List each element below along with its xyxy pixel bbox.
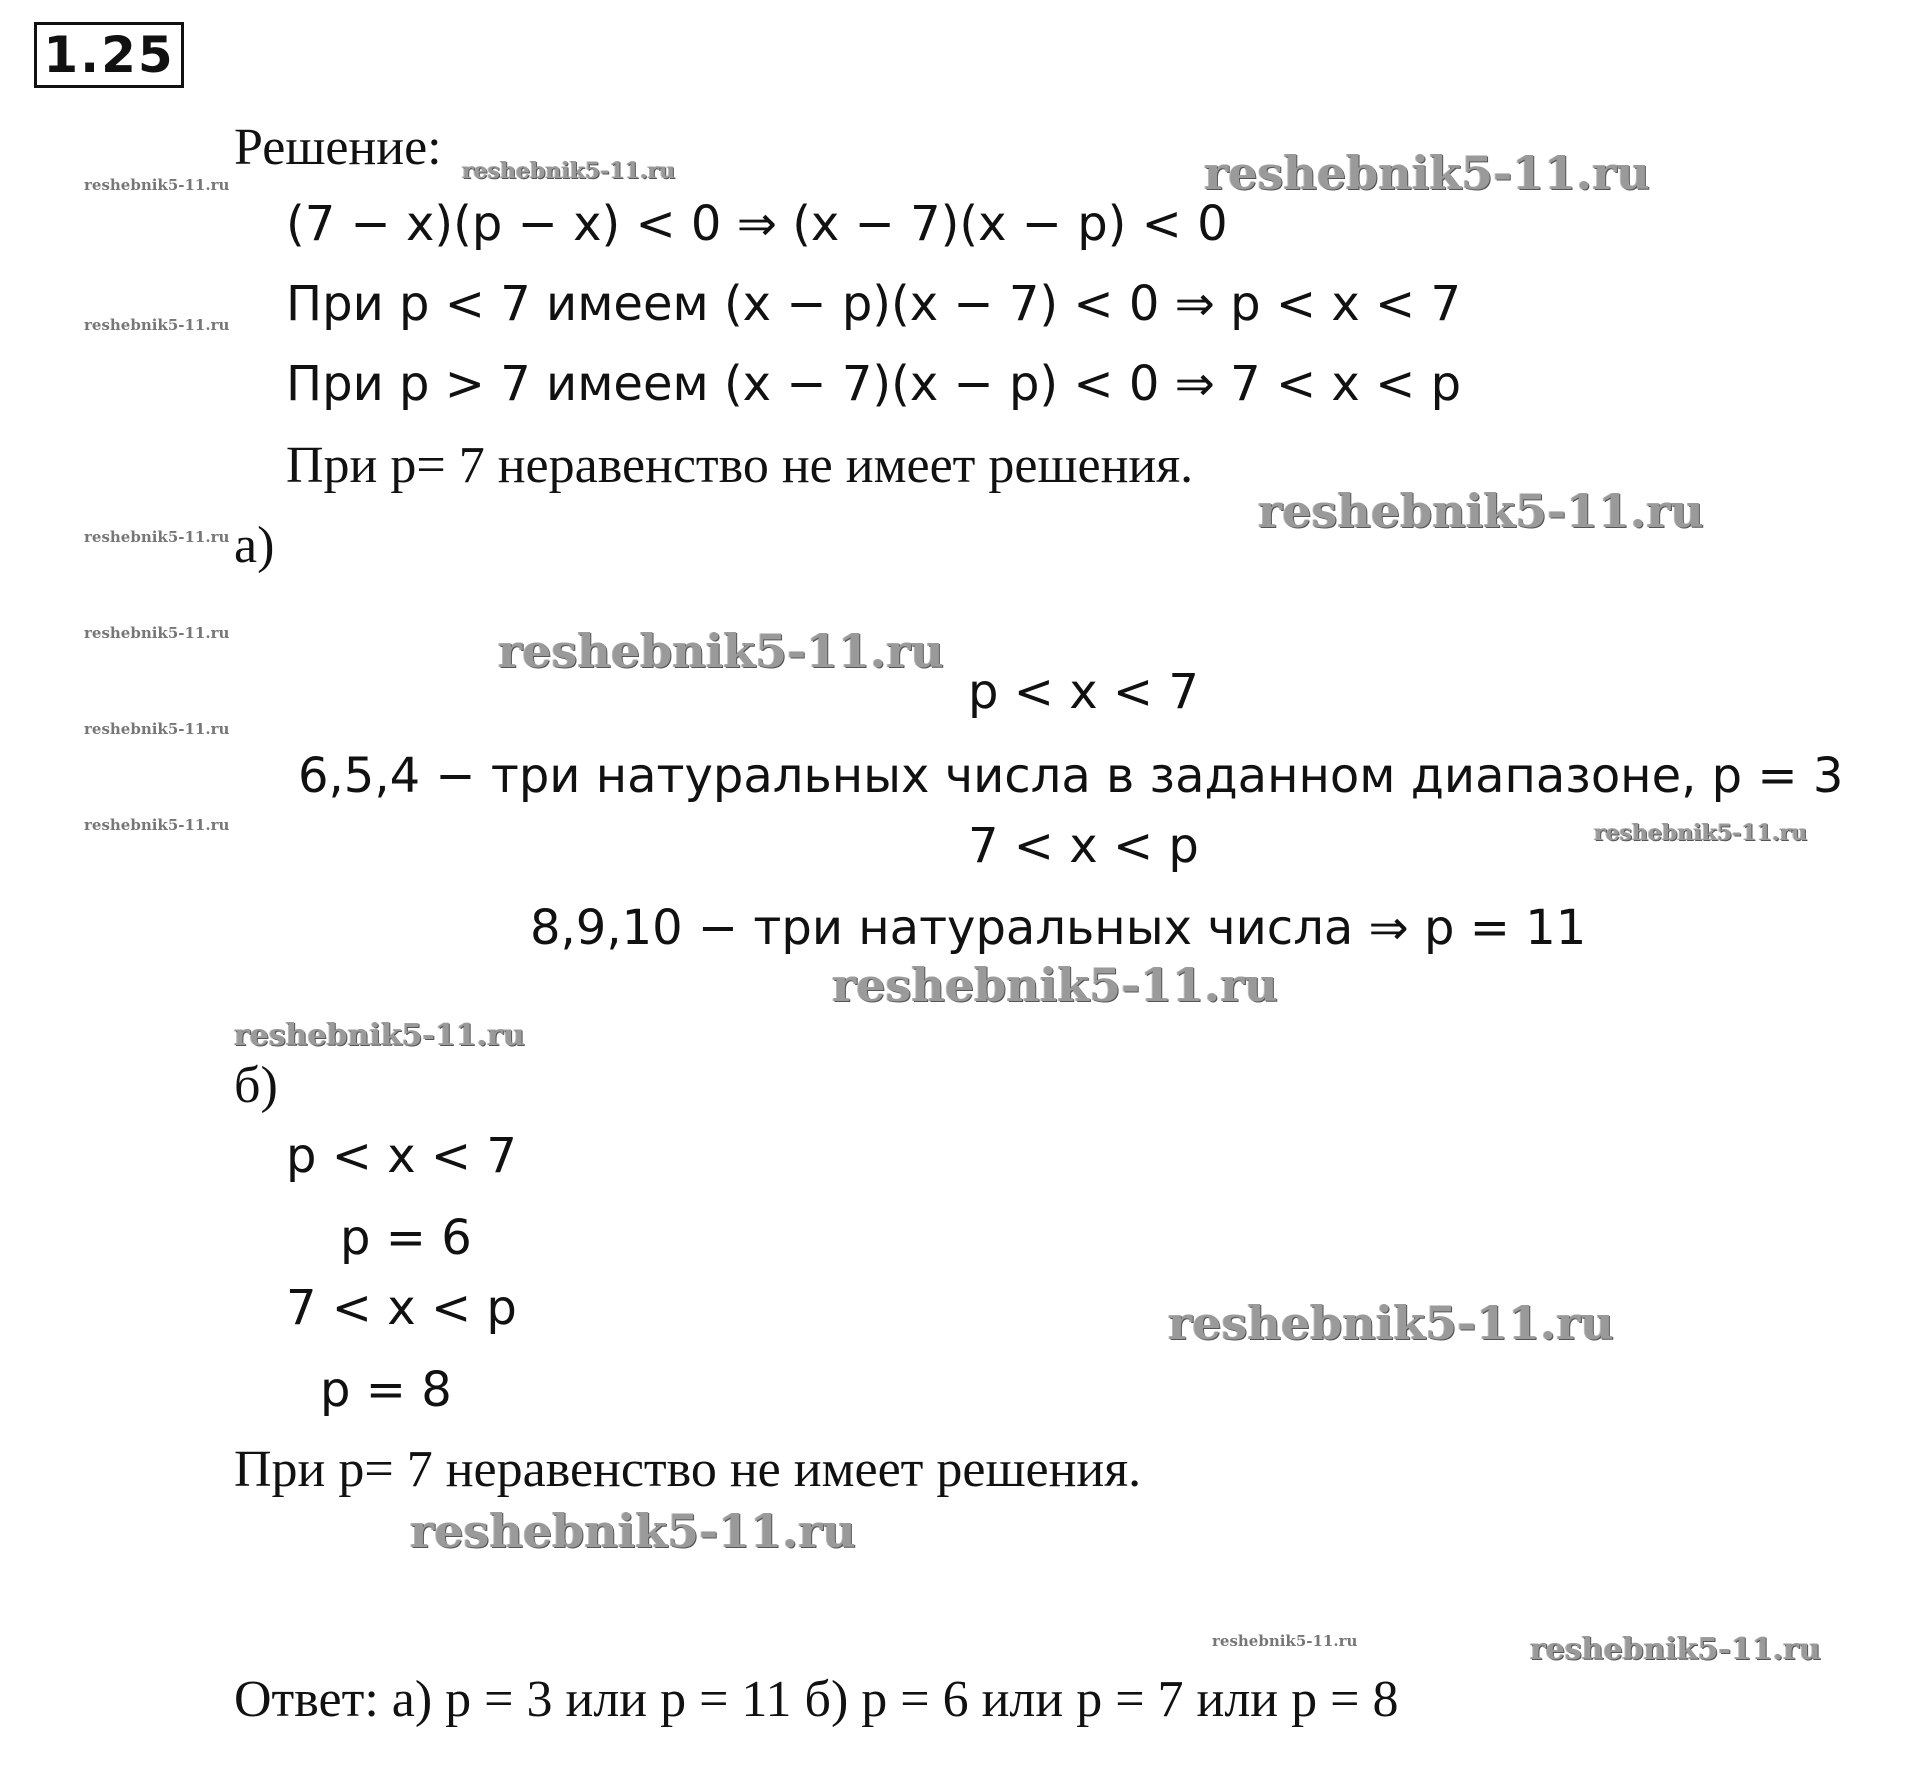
watermark: reshebnik5-11.ru bbox=[84, 624, 230, 642]
part-b-note: При p= 7 неравенство не имеет решения. bbox=[234, 1441, 1142, 1498]
part-a-text-1: 6,5,4 − три натуральных числа в заданном диапазоне, p = 3 bbox=[298, 748, 1844, 804]
part-b-inequality-2: 7 < x < p bbox=[286, 1280, 517, 1336]
watermark: reshebnik5-11.ru bbox=[84, 816, 230, 834]
part-a-inequality-2: 7 < x < p bbox=[968, 818, 1199, 874]
watermark: reshebnik5-11.ru bbox=[832, 958, 1278, 1012]
part-a-inequality-1: p < x < 7 bbox=[968, 664, 1199, 720]
solution-case-p-equal-7: При p= 7 неравенство не имеет решения. bbox=[286, 437, 1194, 494]
part-b-value-1: p = 6 bbox=[340, 1210, 472, 1266]
watermark: reshebnik5-11.ru bbox=[1594, 820, 1808, 846]
watermark: reshebnik5-11.ru bbox=[1204, 146, 1650, 200]
watermark: reshebnik5-11.ru bbox=[498, 624, 944, 678]
part-b-inequality-1: p < x < 7 bbox=[286, 1128, 517, 1184]
watermark: reshebnik5-11.ru bbox=[1530, 1632, 1821, 1667]
part-b-label: б) bbox=[234, 1057, 278, 1114]
watermark: reshebnik5-11.ru bbox=[84, 528, 230, 546]
solution-case-p-greater-7: При p > 7 имеем (x − 7)(x − p) < 0 ⇒ 7 < x < p bbox=[286, 356, 1462, 412]
watermark: reshebnik5-11.ru bbox=[1168, 1296, 1614, 1350]
watermark: reshebnik5-11.ru bbox=[234, 1018, 525, 1053]
watermark: reshebnik5-11.ru bbox=[84, 720, 230, 738]
solution-line-1: (7 − x)(p − x) < 0 ⇒ (x − 7)(x − p) < 0 bbox=[286, 196, 1228, 252]
answer-line: Ответ: а) p = 3 или p = 11 б) p = 6 или p = 7 или p = 8 bbox=[234, 1671, 1399, 1728]
solution-case-p-less-7: При p < 7 имеем (x − p)(x − 7) < 0 ⇒ p < x < 7 bbox=[286, 276, 1462, 332]
watermark: reshebnik5-11.ru bbox=[84, 316, 230, 334]
watermark: reshebnik5-11.ru bbox=[462, 158, 676, 184]
watermark: reshebnik5-11.ru bbox=[84, 176, 230, 194]
part-a-text-2: 8,9,10 − три натуральных числа ⇒ p = 11 bbox=[530, 900, 1587, 956]
watermark: reshebnik5-11.ru bbox=[410, 1504, 856, 1558]
watermark: reshebnik5-11.ru bbox=[1258, 484, 1704, 538]
part-a-label: а) bbox=[234, 517, 275, 574]
watermark: reshebnik5-11.ru bbox=[1212, 1632, 1358, 1650]
solution-heading: Решение: bbox=[234, 119, 442, 176]
problem-number-box: 1.25 bbox=[34, 22, 184, 88]
part-b-value-2: p = 8 bbox=[320, 1362, 452, 1418]
